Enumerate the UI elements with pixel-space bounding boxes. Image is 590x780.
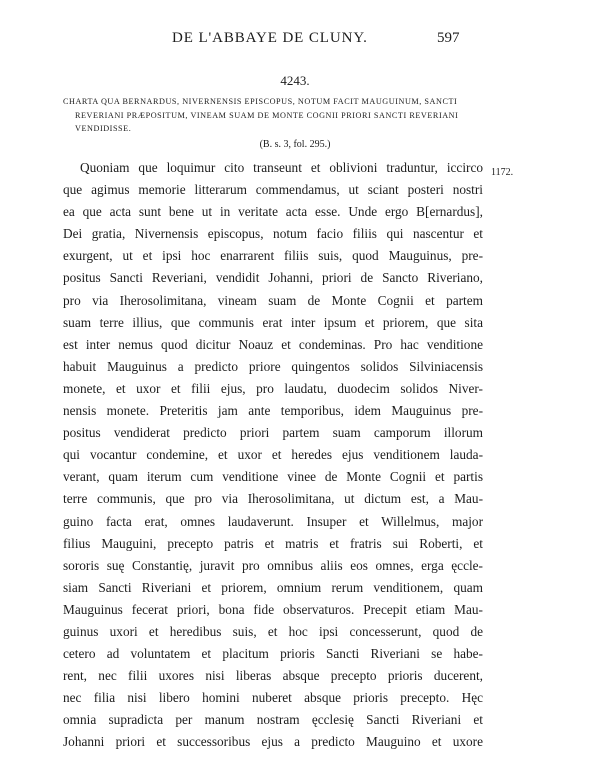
charter-rubric — [63, 95, 481, 136]
text-line: Dei gratia, Nivernensis episcopus, notum facio filiis qui nascentur et — [63, 226, 483, 242]
page-number: 597 — [437, 30, 460, 46]
text-line: filius Mauguini, precepto patris et matris et fratris sui Roberti, et — [63, 535, 483, 551]
source-reference: (B. s. 3, fol. 295.) — [259, 139, 331, 150]
running-title: DE L'ABBAYE DE CLUNY. — [172, 30, 368, 46]
text-line: qui vocantur condemine, et uxor et heredes ejus venditionem lauda- — [63, 447, 483, 463]
margin-date: 1172. — [491, 167, 514, 178]
text-line: Mauguinus fecerat priori, bona fide observaturos. Precepit etiam Mau- — [63, 601, 483, 617]
text-line: nensis monete. Preteritis jam ante temporibus, idem Mauguinus pre- — [63, 403, 483, 419]
rubric-line: CHARTA QUA BERNARDUS, NIVERNENSIS EPISCOPUS, NOTUM FACIT MAUGUINUM, SANCTI — [63, 97, 458, 106]
text-line: siam Sancti Riveriani et priorem, omnium rerum venditionem, quam — [63, 579, 483, 595]
text-line: habuit Mauguinus a predicto priore quingentos solidos Silviniacensis — [63, 358, 483, 374]
text-line: guinus uxori et heredibus suis, et hoc ipsi concesserunt, quod de — [63, 623, 483, 639]
text-line: positus vendiderat predicto priori partem suam camporum illorum — [63, 425, 483, 441]
text-line: verant, quam iterum cum venditione vinee de Monte Cognii et partis — [63, 469, 483, 485]
text-line: rent, nec filii uxores nisi liberas absque precepto prioris ducerent, — [63, 668, 483, 684]
text-line: monete, et uxor et filii ejus, pro laudatu, duodecim solidos Niver- — [63, 380, 483, 396]
text-line: Quoniam que loquimur cito transeunt et oblivioni traduntur, iccirco — [80, 160, 483, 175]
text-line: nec filia nisi libero homini nuberet absque prioris precepto. Hęc — [63, 690, 483, 706]
text-line: exurgent, ut et ipsi hoc enarrarent filiis suis, quod Mauguinus, pre- — [63, 248, 483, 264]
text-line: suam terre illius, que communis erat inter ipsum et priorem, que sita — [63, 314, 483, 330]
text-line: omnia supradicta per manum nostram ęcclesię Sancti Riveriani et — [63, 712, 483, 728]
text-line: que agimus memorie litterarum commendamus, ut sciant posteri nostri — [63, 182, 483, 198]
text-line: cetero ad voluntatem et placitum prioris Sancti Riveriani se habe- — [63, 646, 483, 662]
text-line: terre communis, que pro via Iherosolimitana, ut dictum est, a Mau- — [63, 491, 483, 507]
charter-number: 4243. — [280, 73, 310, 88]
text-line: Johanni priori et successoribus ejus a predicto Mauguino et uxore — [63, 734, 483, 750]
charter-text — [63, 157, 483, 754]
text-line: sororis suę Constantię, juravit pro omnibus aliis eos omnes, erga ęccle- — [63, 557, 483, 573]
text-line: guino facta erat, omnes laudaverunt. Insuper et Willelmus, major — [63, 513, 483, 529]
text-line: pro via Iherosolimitana, vineam suam de Monte Cognii et partem — [63, 292, 483, 308]
rubric-line: VENDIDISSE. — [75, 124, 132, 133]
rubric-line: REVERIANI PRÆPOSITUM, VINEAM SUAM DE MONTE COGNII PRIORI SANCTI REVERIANI — [75, 110, 459, 120]
running-head — [0, 30, 590, 52]
text-line: positus Sancti Reveriani, vendidit Johanni, priori de Sancto Riveriano, — [63, 270, 483, 286]
text-line: ea que acta sunt bene ut in veritate acta esse. Unde ergo B[ernardus], — [63, 204, 483, 220]
text-line: est inter nemus quod dicitur Noauz et condeminas. Pro hac venditione — [63, 336, 483, 352]
